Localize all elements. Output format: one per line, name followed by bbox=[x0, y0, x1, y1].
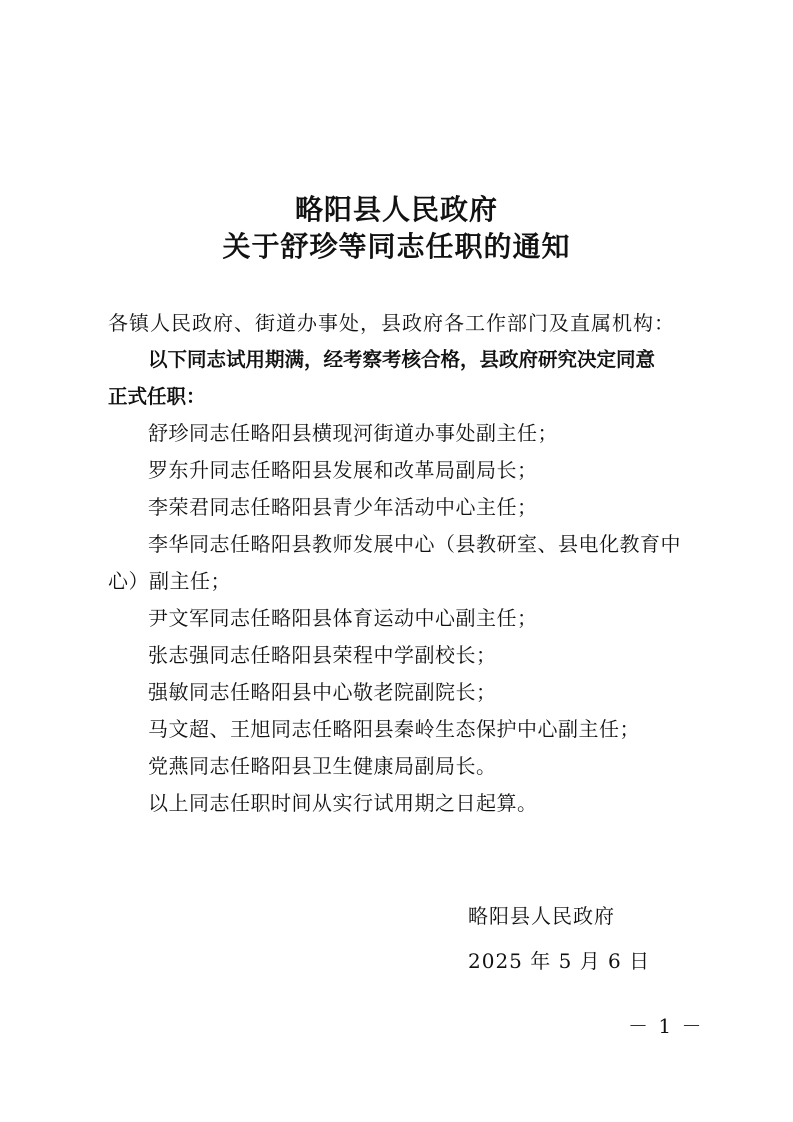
page-number: － 1 － bbox=[628, 1014, 704, 1038]
document-title-line1: 略阳县人民政府 bbox=[294, 193, 498, 226]
recipient-line: 各镇人民政府、街道办事处，县政府各工作部门及直属机构： bbox=[108, 311, 675, 335]
closing-sentence: 以上同志任职时间从实行试用期之日起算。 bbox=[148, 791, 538, 815]
decision-line2: 正式任职： bbox=[108, 385, 206, 408]
signature-date: 2025 年 5 月 6 日 bbox=[468, 949, 651, 973]
appointment-item: 党燕同志任略阳县卫生健康局副局长。 bbox=[148, 754, 497, 778]
decision-paragraph bbox=[108, 341, 708, 415]
appointment-item: 强敏同志任略阳县中心敬老院副院长； bbox=[148, 680, 497, 704]
signatory-organization: 略阳县人民政府 bbox=[468, 904, 615, 928]
decision-line1: 以下同志试用期满，经考察考核合格，县政府研究决定同意 bbox=[148, 348, 656, 371]
appointment-item: 罗东升同志任略阳县发展和改革局副局长； bbox=[148, 458, 538, 482]
appointment-item: 李华同志任略阳县教师发展中心（县教研室、县电化教育中 心）副主任； bbox=[108, 532, 681, 593]
appointment-item: 尹文军同志任略阳县体育运动中心副主任； bbox=[148, 606, 538, 630]
appointment-item: 舒珍同志任略阳县横现河街道办事处副主任； bbox=[148, 421, 558, 445]
appointment-item: 张志强同志任略阳县荣程中学副校长； bbox=[148, 643, 497, 667]
appointment-list bbox=[108, 415, 708, 785]
document-title-line2: 关于舒珍等同志任职的通知 bbox=[222, 230, 571, 263]
appointment-item: 马文超、王旭同志任略阳县秦岭生态保护中心副主任； bbox=[148, 717, 640, 741]
appointment-item: 李荣君同志任略阳县青少年活动中心主任； bbox=[148, 495, 538, 519]
